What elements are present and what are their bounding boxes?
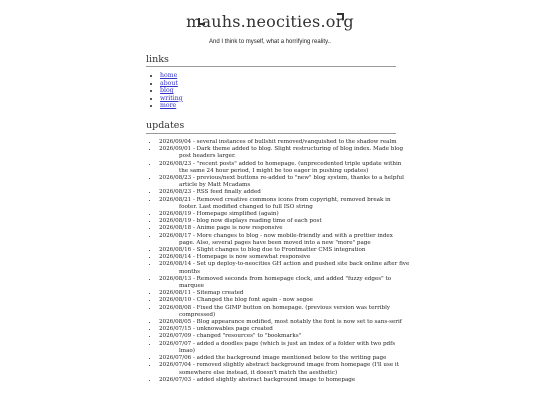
update-text: • 2026/08/17 - More changes to blog - now mobile-friendly and with a prettier index page. Also, several pages have been moved into a new "more" page bbox=[159, 232, 393, 246]
update-text: • 2026/09/01 - Dark theme added to blog. Slight restructuring of blog index. Made blog post headers larger. bbox=[159, 146, 404, 160]
update-text: • 2026/08/14 - Homepage is now somewhat responsive bbox=[159, 254, 311, 261]
update-text: • 2026/07/09 - changed "resources" to "bookmarks" bbox=[159, 333, 302, 340]
update-item bbox=[158, 161, 410, 175]
update-item bbox=[158, 146, 410, 160]
nav-link-home[interactable]: home bbox=[160, 72, 178, 79]
update-text: • 2026/07/06 - added the background image mentioned below to the writing page bbox=[159, 355, 387, 362]
update-item bbox=[158, 197, 410, 211]
list-item bbox=[160, 95, 183, 103]
update-text: • 2026/07/07 - added a doodles page (which is just an index of a folder with two pdfs lmao) bbox=[159, 340, 396, 354]
update-item bbox=[158, 254, 410, 261]
update-text: • 2026/08/14 - Set up deploy-to-neocities GH action and pushed site back online after five months bbox=[159, 261, 410, 275]
update-text: • 2026/09/04 - several instances of bullshit removed/vanquished to the shadow realm bbox=[159, 139, 397, 145]
update-text: • 2026/08/23 - previous/next buttons re-added to "new" blog system, thanks to a helpful article by Matt Mcadams bbox=[159, 175, 404, 189]
update-text: • 2026/08/19 - Homepage simplified (again) bbox=[159, 211, 279, 218]
update-item bbox=[158, 305, 410, 319]
update-text: • 2026/08/13 - Removed seconds from homepage clock, and added "fuzzy edges" to marquee bbox=[159, 275, 392, 290]
update-item bbox=[158, 297, 410, 304]
update-item bbox=[158, 218, 410, 225]
list-item bbox=[160, 87, 183, 95]
list-item bbox=[160, 102, 183, 110]
list-item bbox=[160, 72, 183, 80]
nav-link-blog[interactable]: blog bbox=[160, 87, 174, 95]
update-text: • 2026/08/23 - RSS feed finally added bbox=[159, 189, 261, 196]
update-item bbox=[158, 261, 410, 275]
update-item bbox=[158, 139, 410, 146]
update-text: • 2026/07/04 - removed slightly abstract background image from homepage (I'll use it somewhere else instead, it doesn't match the aesthetic) bbox=[159, 362, 399, 376]
update-text: • 2026/08/16 - Slight changes to blog due to Frontmatter CMS integration bbox=[159, 247, 366, 254]
updates-list bbox=[147, 139, 410, 384]
update-item bbox=[158, 333, 410, 340]
nav-link-about[interactable]: about bbox=[160, 79, 178, 87]
nav-link-more[interactable]: more bbox=[160, 102, 177, 110]
nav-link-writing[interactable]: writing bbox=[160, 94, 183, 102]
update-item bbox=[158, 319, 410, 326]
updates-heading: updates bbox=[146, 120, 185, 131]
update-text: • 2026/07/15 - unknowables page created bbox=[159, 326, 273, 333]
update-item bbox=[158, 290, 410, 297]
update-item bbox=[158, 276, 410, 290]
site-header bbox=[0, 0, 540, 40]
updates-divider bbox=[146, 133, 396, 134]
corner-bracket-top-right-icon bbox=[337, 13, 344, 20]
update-item bbox=[158, 341, 410, 355]
update-text: • 2026/08/21 - Removed creative commons icons from copyright, removed break in footer. Last modified changed to full ISO string bbox=[159, 196, 391, 210]
links-list bbox=[147, 72, 183, 110]
update-text: • 2026/08/23 - "recent posts" added to homepage. (unprecedented triple update within the same 24 hour period, I might be too eager in pushing updates) bbox=[159, 160, 402, 174]
update-text: • 2026/08/19 - blog now displays reading time of each post bbox=[159, 218, 322, 225]
update-text: • 2026/08/10 - Changed the blog font again - now segoe bbox=[159, 297, 313, 304]
update-text: • 2026/08/11 - Sitemap created bbox=[159, 290, 244, 297]
links-divider bbox=[146, 66, 396, 67]
site-title: mauhs.neocities.org bbox=[186, 12, 354, 31]
update-text: • 2026/08/05 - Blog appearance modified, most notably the font is now set to sans-serif bbox=[159, 319, 402, 326]
update-text: • 2026/07/03 - added slightly abstract background image to homepage bbox=[159, 376, 356, 383]
update-item bbox=[158, 326, 410, 333]
update-item bbox=[158, 211, 410, 218]
site-tagline: And I think to myself, what a horrifying reality.. bbox=[209, 39, 331, 45]
update-item bbox=[158, 247, 410, 254]
update-text: • 2026/08/18 - Anime page is now responsive bbox=[159, 225, 283, 232]
links-heading: links bbox=[146, 54, 169, 65]
update-item bbox=[158, 175, 410, 189]
update-item bbox=[158, 233, 410, 247]
update-item bbox=[158, 362, 410, 376]
update-item bbox=[158, 225, 410, 232]
update-item bbox=[158, 377, 410, 384]
list-item bbox=[160, 80, 183, 88]
update-text: • 2026/08/08 - Fixed the GIMP button on homepage. (previous version was terribly compressed) bbox=[159, 304, 391, 318]
update-item bbox=[158, 189, 410, 196]
